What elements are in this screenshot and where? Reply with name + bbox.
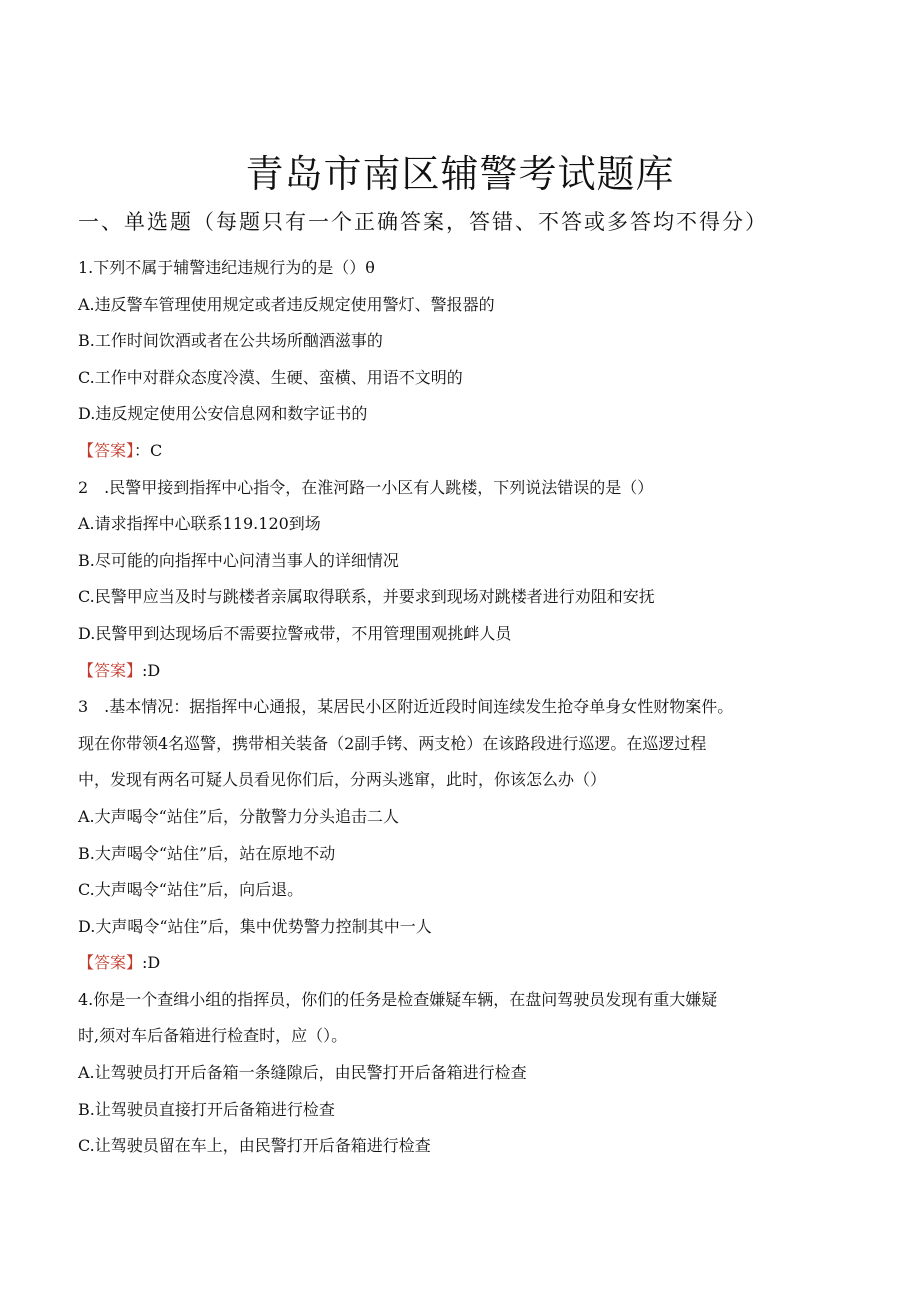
question-1-option-b: B.工作时间饮酒或者在公共场所酗酒滋事的: [78, 331, 383, 351]
answer-value: :D: [142, 660, 161, 680]
answer-value: ：C: [134, 440, 163, 460]
question-3-option-c: C.大声喝令“站住”后，向后退。: [78, 880, 304, 900]
question-3-answer: [78, 945, 848, 982]
question-4-stem-line-2: 时,须对车后备箱进行检查时，应（）。: [78, 1026, 348, 1046]
answer-label: 【答案】: [78, 953, 143, 973]
question-list: [78, 250, 848, 1165]
question-2-answer: [78, 653, 848, 690]
document-title: 青岛市南区辅警考试题库: [245, 152, 675, 196]
question-4-stem-line-1: 4.你是一个查缉小组的指挥员，你们的任务是检查嫌疑车辆，在盘问驾驶员发现有重大嫌疑: [78, 989, 718, 1009]
question-3-option-a: A.大声喝令“站住”后，分散警力分头追击二人: [78, 806, 400, 826]
question-1-stem: 1.下列不属于辅警违纪违规行为的是（）θ: [78, 258, 375, 277]
question-3-option-b: B.大声喝令“站住”后，站在原地不动: [78, 843, 336, 863]
question-1-option-c: C.工作中对群众态度冷漠、生硬、蛮横、用语不文明的: [78, 367, 463, 387]
question-4-option-c: C.让驾驶员留在车上，由民警打开后备箱进行检查: [78, 1136, 431, 1156]
question-2-option-d: D.民警甲到达现场后不需要拉警戒带，不用管理围观挑衅人员: [78, 623, 512, 643]
question-2-option-c: C.民警甲应当及时与跳楼者亲属取得联系，并要求到现场对跳楼者进行劝阻和安抚: [78, 587, 655, 607]
question-4-option-b: B.让驾驶员直接打开后备箱进行检查: [78, 1099, 335, 1119]
question-1-option-a: A.违反警车管理使用规定或者违反规定使用警灯、警报器的: [78, 294, 495, 314]
question-3-option-d: D.大声喝令“站住”后，集中优势警力控制其中一人: [78, 916, 432, 936]
question-3-stem-line-1: 3 .基本情况：据指挥中心通报，某居民小区附近近段时间连续发生抢夺单身女性财物案件。: [78, 697, 734, 717]
question-4-option-a: A.让驾驶员打开后备箱一条缝隙后，由民警打开后备箱进行检查: [78, 1063, 527, 1083]
question-2-option-a: A.请求指挥中心联系119.120到场: [78, 514, 321, 534]
question-1-option-d: D.违反规定使用公安信息网和数字证书的: [78, 404, 368, 424]
answer-label: 【答案】: [78, 440, 135, 460]
answer-label: 【答案】: [78, 660, 143, 680]
question-1-answer: [78, 433, 848, 470]
question-3-stem-line-2: 现在你带领4名巡警，携带相关装备（2副手铐、两支枪）在该路段进行巡逻。在巡逻过程: [78, 733, 707, 753]
question-2-stem: 2 .民警甲接到指挥中心指令，在淮河路一小区有人跳楼，下列说法错误的是（）: [78, 477, 654, 497]
section-heading: 一、单选题（每题只有一个正确答案，答错、不答或多答均不得分）: [78, 210, 768, 234]
answer-value: :D: [142, 953, 161, 973]
question-3-stem-line-3: 中，发现有两名可疑人员看见你们后，分两头逃窜，此时，你该怎么办（）: [78, 770, 607, 790]
question-2-option-b: B.尽可能的向指挥中心问清当事人的详细情况: [78, 550, 399, 570]
